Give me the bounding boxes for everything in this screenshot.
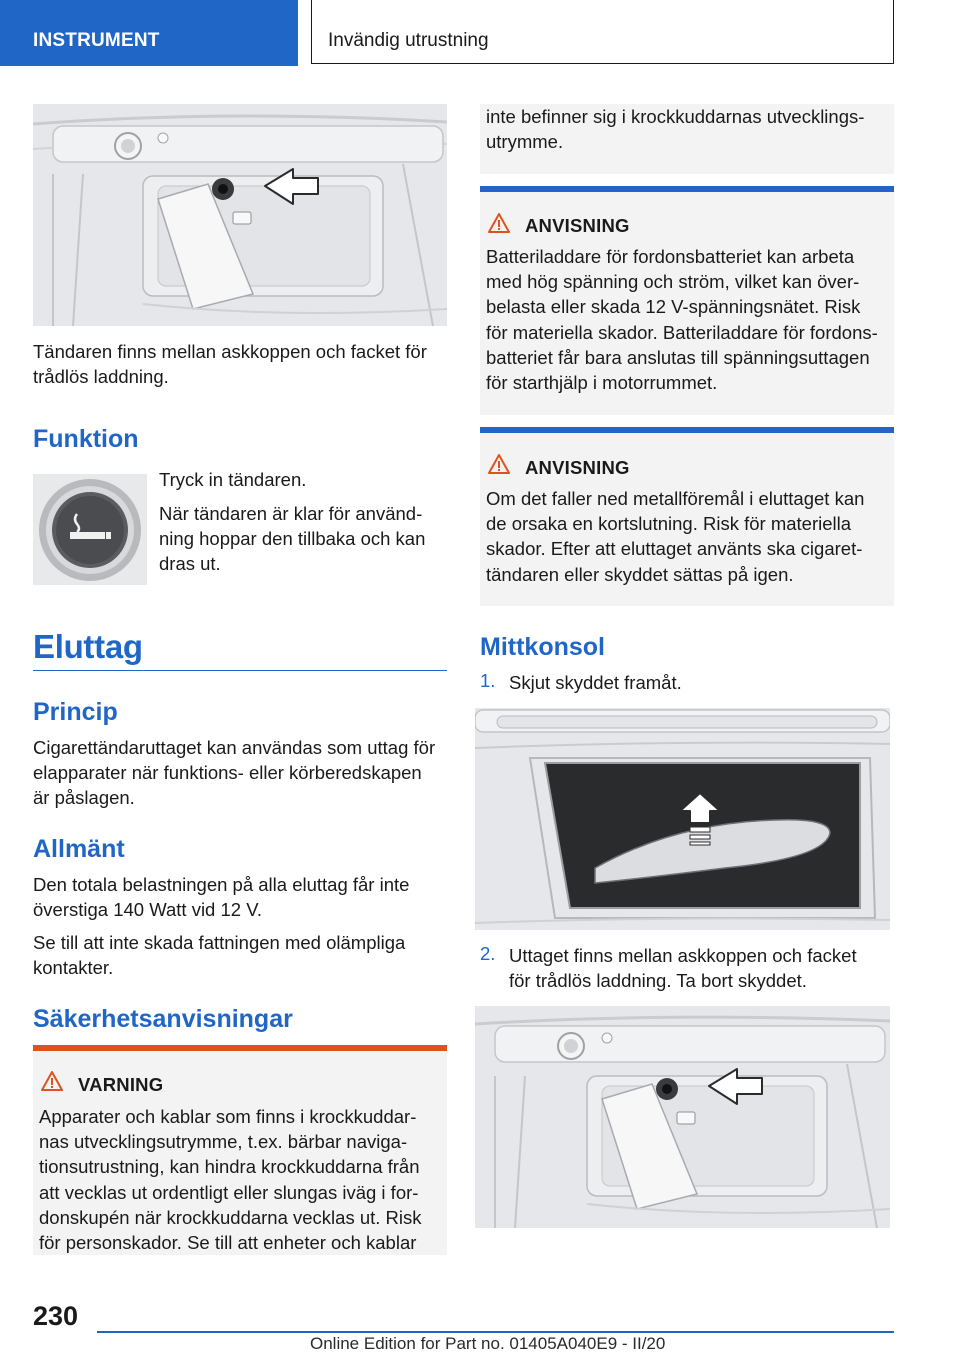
notice-line: de orsaka en kortslutning. Risk för materiella	[486, 513, 852, 535]
funktion-heading: Funktion	[33, 425, 139, 453]
warning-box-continued	[480, 104, 894, 174]
warning-line: tionsutrustning, kan hindra krockkuddarna från	[39, 1156, 420, 1178]
notice-box-metal	[480, 427, 894, 606]
funktion-line: Tryck in tändaren.	[159, 469, 307, 490]
allmant-line: kontakter.	[33, 957, 114, 978]
allmant-line: överstiga 140 Watt vid 12 V.	[33, 899, 262, 920]
eluttag-heading: Eluttag	[33, 628, 143, 665]
sliding-cover-illustration	[475, 708, 890, 930]
notice-line: Om det faller ned metallföremål i eluttaget kan	[486, 488, 865, 509]
notice-box-charger	[480, 186, 894, 415]
caption-line: trådlös laddning.	[33, 366, 169, 387]
warning-line: utrymme.	[486, 131, 564, 153]
notice-bar	[480, 186, 894, 192]
notice-bar	[480, 427, 894, 433]
lighter-caption	[33, 339, 447, 389]
warning-triangle-icon	[41, 1071, 63, 1091]
edition-text: Online Edition for Part no. 01405A040E9 - II/20	[310, 1334, 666, 1353]
warning-triangle-icon	[488, 454, 510, 474]
notice-line: med hög spänning och ström, vilket kan över-	[486, 271, 860, 293]
socket-location-illustration	[475, 1006, 890, 1228]
princip-text	[33, 735, 453, 810]
notice-text	[486, 486, 896, 587]
funktion-line: ning hoppar den tillbaka och kan	[159, 528, 426, 549]
header-chapter-label: Invändig utrustning	[328, 30, 489, 51]
header-section-label: INSTRUMENT	[33, 30, 160, 51]
step-number: 2.	[480, 943, 496, 964]
header-chapter-tab[interactable]	[311, 0, 894, 64]
footer-divider	[97, 1331, 894, 1333]
allmant-line: Den totala belastningen på alla eluttag får inte	[33, 874, 410, 895]
allmant-text	[33, 872, 453, 980]
warning-text	[39, 1104, 449, 1255]
console-drawing	[33, 104, 447, 326]
page-number: 230	[33, 1301, 79, 1331]
step-text	[509, 943, 894, 993]
header-section-tab[interactable]	[0, 0, 298, 66]
princip-line: är påslagen.	[33, 787, 135, 808]
notice-line: Batteriladdare för fordonsbatteriet kan arbeta	[486, 246, 855, 267]
warning-line: inte befinner sig i krockkuddarnas utvecklings-	[486, 106, 865, 127]
step-line: Uttaget finns mellan askkoppen och facket	[509, 945, 857, 966]
warning-line: att vecklas ut ordentligt eller slungas iväg i for-	[39, 1181, 419, 1203]
notice-title: ANVISNING	[525, 215, 630, 236]
notice-title: ANVISNING	[525, 457, 630, 478]
notice-line: belasta eller skada 12 V-spänningsnätet. Risk	[486, 296, 861, 318]
heading-divider	[33, 670, 447, 671]
caption-line: Tändaren finns mellan askkoppen och facket för	[33, 341, 427, 362]
warning-title: VARNING	[78, 1074, 164, 1095]
warning-box	[33, 1045, 447, 1255]
warning-line: Apparater och kablar som finns i krockkuddar-	[39, 1106, 417, 1127]
step-number: 1.	[480, 670, 496, 691]
funktion-text	[159, 467, 449, 576]
lighter-location-illustration	[33, 104, 447, 326]
notice-line: skador. Efter att eluttaget använts ska cigaret-	[486, 538, 863, 560]
princip-heading: Princip	[33, 698, 118, 726]
warning-bar	[33, 1045, 447, 1051]
console-drawing	[475, 1006, 890, 1228]
mittkonsol-heading: Mittkonsol	[480, 633, 605, 661]
funktion-line: När tändaren är klar för använd-	[159, 503, 423, 524]
sakerhet-heading: Säkerhetsanvisningar	[33, 1005, 293, 1033]
notice-line: tändaren eller skyddet sättas på igen.	[486, 563, 794, 585]
warning-line: nas utvecklingsutrymme, t.ex. bärbar naviga-	[39, 1131, 408, 1153]
step-line: för trådlös laddning. Ta bort skyddet.	[509, 970, 807, 991]
warning-line: för personskador. Se till att enheter och kablar	[39, 1232, 417, 1254]
notice-line: för materiella skador. Batteriladdare för fordons-	[486, 321, 878, 343]
allmant-heading: Allmänt	[33, 835, 125, 863]
cover-drawing	[475, 708, 890, 930]
princip-line: Cigarettändaruttaget kan användas som uttag för	[33, 737, 436, 758]
notice-text	[486, 244, 896, 395]
warning-triangle-icon	[488, 213, 510, 233]
warning-continued-text	[486, 104, 896, 154]
notice-line: batteriet får bara anslutas till spänningsuttagen	[486, 346, 870, 368]
lighter-button-illustration	[33, 474, 147, 585]
cigarette-lighter-icon	[33, 474, 147, 585]
allmant-line: Se till att inte skada fattningen med olämpliga	[33, 932, 406, 953]
step-text: Skjut skyddet framåt.	[509, 672, 682, 693]
funktion-line: dras ut.	[159, 553, 221, 574]
notice-line: för starthjälp i motorrummet.	[486, 372, 718, 394]
princip-line: elapparater när funktions- eller körberedskapen	[33, 762, 422, 783]
warning-line: donskupén när krockkuddarna vecklas ut. Risk	[39, 1206, 422, 1228]
